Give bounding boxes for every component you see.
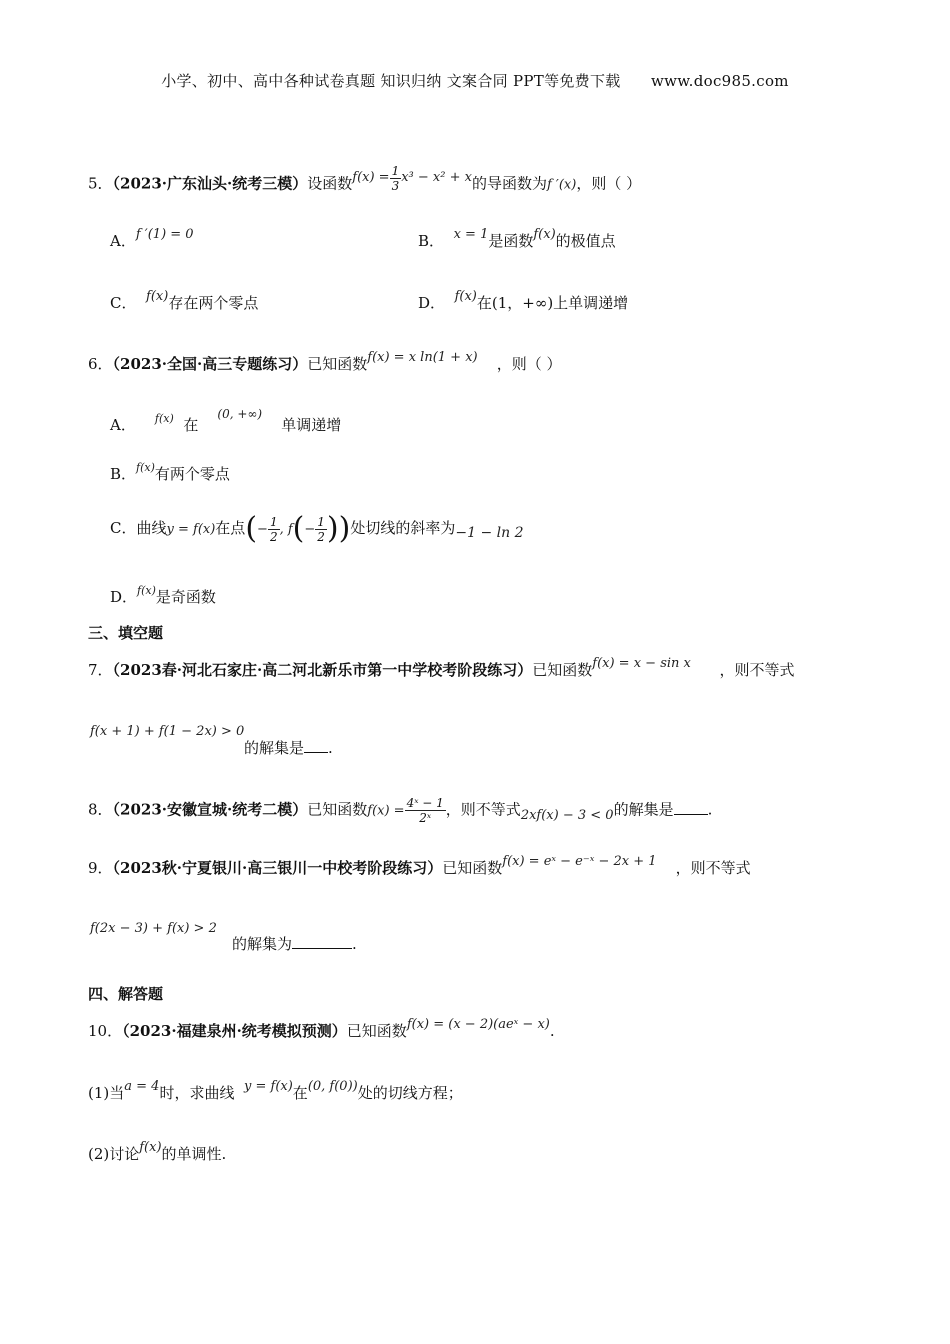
math-expr: f(2x − 3) + f(x) > 2 xyxy=(90,921,217,936)
question-10-part-1 xyxy=(88,1079,463,1103)
q5-option-b xyxy=(418,227,616,251)
math-expr: f(x) = xyxy=(367,803,405,819)
question-9-line-2 xyxy=(90,918,217,936)
question-6 xyxy=(88,350,562,374)
math-expr: f(x) xyxy=(139,1140,162,1155)
math-expr: f(x) xyxy=(154,412,174,425)
math-expr: −1 − ln 2 xyxy=(455,525,524,541)
option-text: 在(1，+∞)上单调递增 xyxy=(476,294,629,312)
fraction-numerator: 1 xyxy=(317,514,325,529)
question-source: （2023秋·宁夏银川·高三银川一中校考阶段练习） xyxy=(112,859,443,877)
question-text: . xyxy=(707,800,713,819)
question-7-line-2 xyxy=(90,721,244,739)
question-8 xyxy=(88,796,712,825)
question-source: （2023·安徽宣城·统考二模） xyxy=(112,800,308,819)
math-expr: f(x + 1) + f(1 − 2x) > 0 xyxy=(90,724,245,739)
question-text: ，则不等式 xyxy=(719,661,795,679)
fraction-denominator: 3 xyxy=(391,179,400,193)
option-text: 是奇函数 xyxy=(155,588,216,606)
math-expr: f(x) xyxy=(137,584,156,597)
question-number: 5． xyxy=(88,174,113,193)
math-expr: a = 4 xyxy=(124,1079,160,1094)
question-9 xyxy=(88,854,751,878)
question-7-line-2b xyxy=(244,737,333,758)
option-text: 在 xyxy=(183,416,199,434)
question-text: 已知函数 xyxy=(346,1022,407,1040)
question-text: 的解集为 xyxy=(232,935,293,953)
option-label: B． xyxy=(418,232,445,250)
question-text: 已知函数 xyxy=(307,800,368,819)
question-text: 已知函数 xyxy=(442,859,503,877)
question-source: （2023·广东汕头·统考三模） xyxy=(112,174,308,193)
math-expr: y = f(x) xyxy=(244,1079,293,1094)
answer-blank xyxy=(304,738,328,753)
fraction xyxy=(390,164,402,193)
option-text: 曲线 xyxy=(136,519,167,537)
part-text: 的单调性. xyxy=(161,1145,227,1163)
question-text: ，则不等式 xyxy=(445,800,521,819)
math-expr: x = 1 xyxy=(453,227,489,242)
math-expr: (0, +∞) xyxy=(217,407,263,421)
question-5 xyxy=(88,164,642,199)
question-10 xyxy=(88,1017,555,1041)
q6-option-a xyxy=(110,407,342,435)
math-expr: f ′(1) = 0 xyxy=(135,227,194,242)
q5-option-a xyxy=(110,227,194,251)
question-text: . xyxy=(328,739,333,757)
section-heading-fill-in: 三、填空题 xyxy=(88,624,164,642)
question-text: . xyxy=(549,1022,555,1040)
math-expr: f(x) = eˣ − e⁻ˣ − 2x + 1 xyxy=(502,854,657,869)
math-expr: − xyxy=(304,522,316,537)
math-expr: f(x) xyxy=(136,461,155,474)
header-text: 小学、初中、高中各种试卷真题 知识归纳 文案合同 PPT等免费下载 xyxy=(161,72,621,90)
question-10-part-2 xyxy=(88,1140,227,1164)
option-label: D． xyxy=(418,294,446,312)
question-9-line-2b xyxy=(232,933,357,954)
q6-option-d xyxy=(110,586,216,607)
option-label: C． xyxy=(110,294,137,312)
question-text: . xyxy=(352,935,357,953)
paren: ( xyxy=(292,511,305,546)
math-expr: x³ − x² + x xyxy=(401,169,472,185)
option-text: 的极值点 xyxy=(555,232,616,250)
part-text: (1)当 xyxy=(88,1084,125,1102)
option-label: A． xyxy=(110,232,136,250)
question-number: 7． xyxy=(88,661,113,679)
question-text: ，则（ ） xyxy=(496,355,562,373)
question-text: 的解集是 xyxy=(613,800,674,819)
option-text: 是函数 xyxy=(488,232,534,250)
question-source: （2023春·河北石家庄·高二河北新乐市第一中学校考阶段练习） xyxy=(112,661,533,679)
math-expr: 2xf(x) − 3 < 0 xyxy=(520,807,614,823)
fraction-numerator: 4ˣ − 1 xyxy=(406,796,444,810)
section-heading-answer: 四、解答题 xyxy=(88,985,164,1003)
part-text: 时，求曲线 xyxy=(159,1084,235,1102)
math-expr: f(x) = xyxy=(352,169,390,185)
option-text: 处切线的斜率为 xyxy=(350,519,456,537)
fraction-numerator: 1 xyxy=(269,514,278,529)
fraction-denominator: 2ˣ xyxy=(419,811,432,825)
paren: ( xyxy=(245,511,258,546)
answer-blank xyxy=(674,800,708,815)
math-expr: f(x) = (x − 2)(aeˣ − x) xyxy=(406,1017,550,1032)
question-number: 6． xyxy=(88,355,113,373)
option-text: 单调递增 xyxy=(281,416,342,434)
fraction xyxy=(268,515,280,544)
question-text: ，则不等式 xyxy=(675,859,751,877)
math-expr: f(x) xyxy=(454,289,477,304)
header-site: www.doc985.com xyxy=(651,72,789,90)
part-text: 处的切线方程； xyxy=(357,1084,463,1102)
math-expr: y = f(x) xyxy=(166,522,216,537)
math-expr: − xyxy=(257,522,268,537)
math-expr: , f xyxy=(279,522,293,537)
q5-option-c xyxy=(110,289,259,313)
math-expr: f(x) = x ln(1 + x) xyxy=(367,350,478,365)
q6-option-b xyxy=(110,463,230,484)
page-header xyxy=(0,70,950,91)
option-text: 存在两个零点 xyxy=(168,294,259,312)
question-text: 的解集是 xyxy=(244,739,305,757)
question-source: （2023·福建泉州·统考模拟预测） xyxy=(122,1022,347,1040)
option-label: B． xyxy=(110,465,137,483)
part-text: 在 xyxy=(292,1084,308,1102)
option-label: C． xyxy=(110,519,137,537)
question-text: ，则（ ） xyxy=(576,174,642,193)
fraction-numerator: 1 xyxy=(391,164,400,178)
option-text: 有两个零点 xyxy=(154,465,230,483)
answer-blank xyxy=(292,934,352,949)
question-number: 9． xyxy=(88,859,113,877)
fraction-denominator: 2 xyxy=(317,529,325,544)
math-expr: f(x) = x − sin x xyxy=(592,656,691,671)
option-label: A． xyxy=(110,416,136,434)
option-label: D． xyxy=(110,588,138,606)
question-text: 的导函数为 xyxy=(471,174,547,193)
math-expr: f(x) xyxy=(533,227,556,242)
question-number: 8． xyxy=(88,800,113,819)
fraction xyxy=(405,796,446,825)
q6-option-c xyxy=(110,508,523,548)
q5-option-d xyxy=(418,289,629,313)
question-text: 已知函数 xyxy=(532,661,593,679)
fraction-denominator: 2 xyxy=(269,529,278,544)
question-source: （2023·全国·高三专题练习） xyxy=(112,355,308,373)
part-text: (2)讨论 xyxy=(88,1145,140,1163)
question-7 xyxy=(88,656,795,680)
question-text: 设函数 xyxy=(307,174,353,193)
math-expr: f(x) xyxy=(146,289,169,304)
paren: )) xyxy=(326,511,351,546)
math-expr: (0, f(0)) xyxy=(307,1079,358,1094)
question-text: 已知函数 xyxy=(307,355,368,373)
math-expr: f ′(x) xyxy=(546,177,577,193)
option-text: 在点 xyxy=(215,519,246,537)
fraction xyxy=(315,515,327,544)
question-number: 10． xyxy=(88,1022,123,1040)
